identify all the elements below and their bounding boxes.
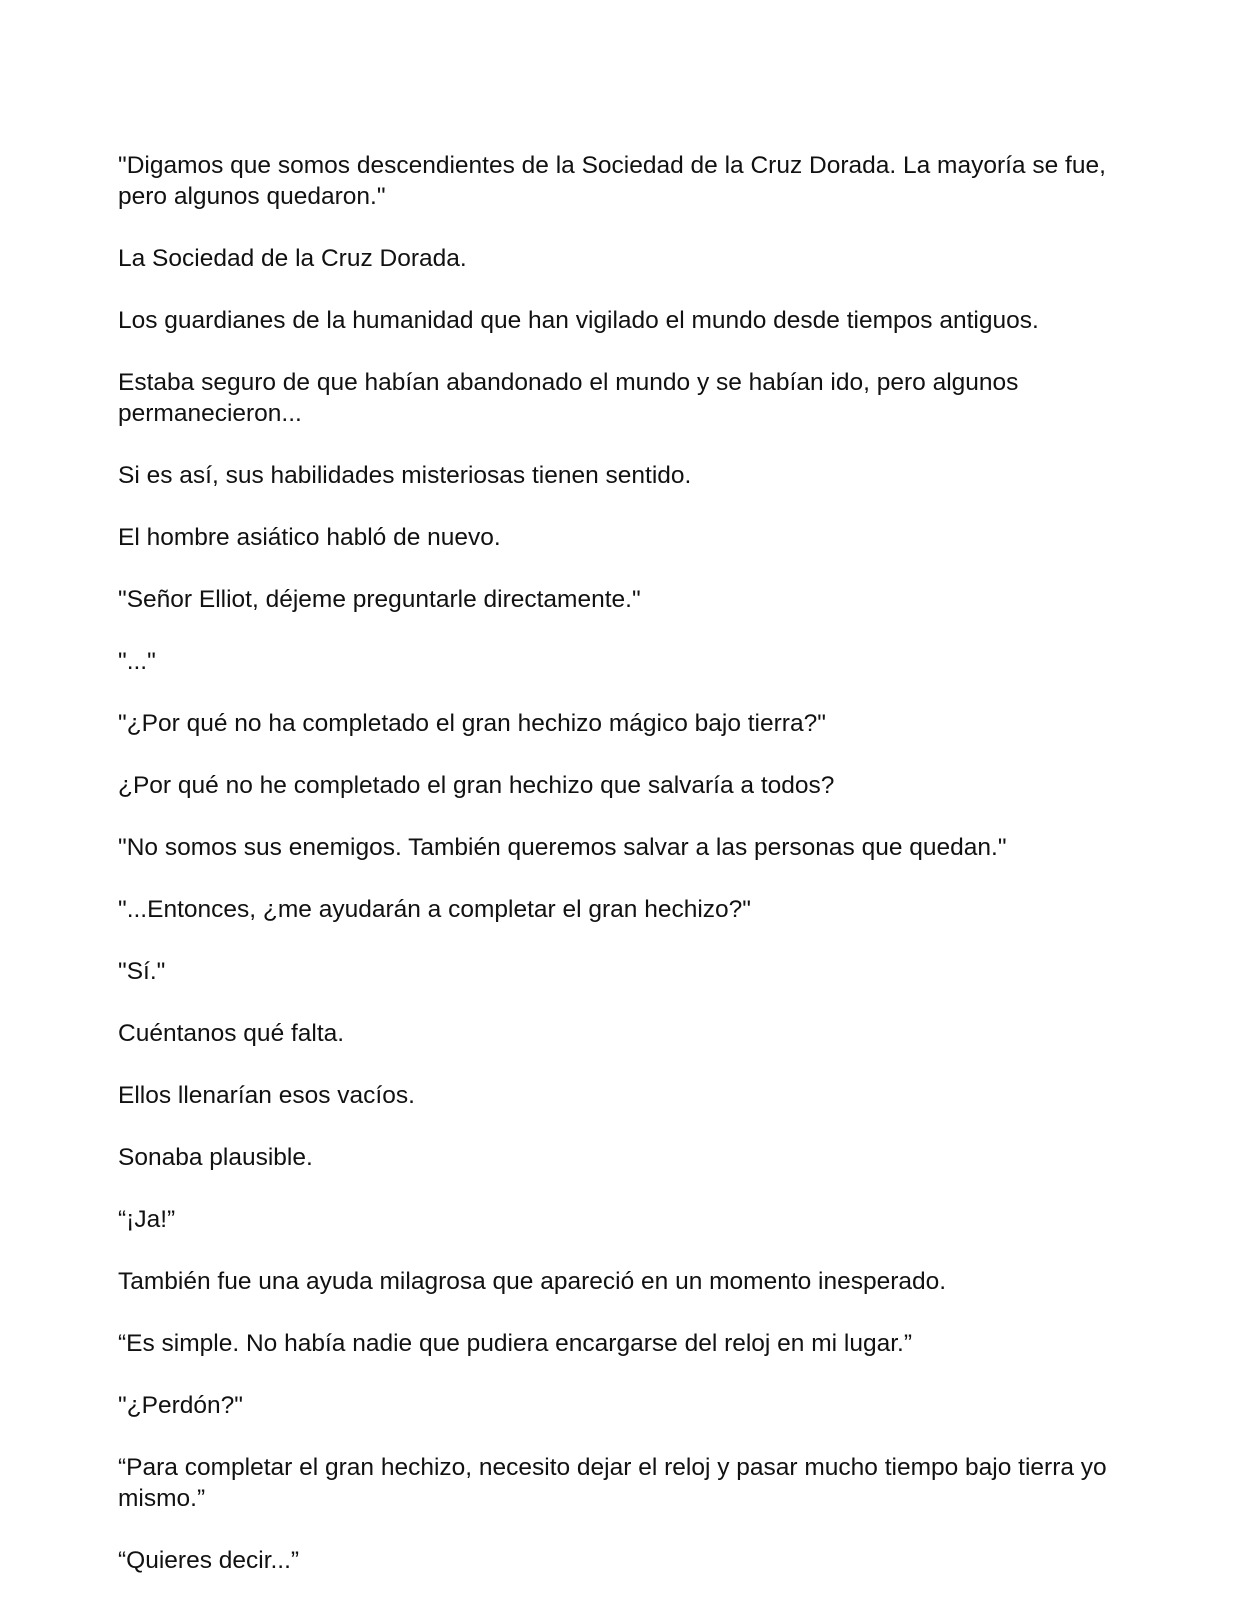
- paragraph: ¿Por qué no he completado el gran hechizo que salvaría a todos?: [118, 772, 835, 799]
- paragraph: Si es así, sus habilidades misteriosas tienen sentido.: [118, 462, 692, 489]
- paragraph: Estaba seguro de que habían abandonado el mundo y se habían ido, pero algunos permanecieron...: [118, 369, 1019, 427]
- paragraph: "Señor Elliot, déjeme preguntarle directamente.": [118, 586, 641, 613]
- paragraph: "Sí.": [118, 958, 166, 985]
- paragraph: "Digamos que somos descendientes de la Sociedad de la Cruz Dorada. La mayoría se fue, pero algunos quedaron.": [118, 152, 1106, 210]
- document-body: [118, 150, 1128, 1607]
- paragraph: También fue una ayuda milagrosa que apareció en un momento inesperado.: [118, 1268, 947, 1295]
- paragraph: El hombre asiático habló de nuevo.: [118, 524, 501, 551]
- paragraph: "...Entonces, ¿me ayudarán a completar el gran hechizo?": [118, 896, 751, 923]
- paragraph: “Quieres decir...”: [118, 1547, 300, 1574]
- paragraph: Ellos llenarían esos vacíos.: [118, 1082, 415, 1109]
- paragraph: La Sociedad de la Cruz Dorada.: [118, 245, 467, 272]
- paragraph: “¡Ja!”: [118, 1206, 176, 1233]
- paragraph: Cuéntanos qué falta.: [118, 1020, 345, 1047]
- paragraph: "¿Perdón?": [118, 1392, 243, 1419]
- paragraph: Los guardianes de la humanidad que han vigilado el mundo desde tiempos antiguos.: [118, 307, 1039, 334]
- paragraph: Sonaba plausible.: [118, 1144, 313, 1171]
- paragraph: “Es simple. No había nadie que pudiera encargarse del reloj en mi lugar.”: [118, 1330, 912, 1357]
- paragraph: "¿Por qué no ha completado el gran hechizo mágico bajo tierra?": [118, 710, 826, 737]
- paragraph: "No somos sus enemigos. También queremos salvar a las personas que quedan.": [118, 834, 1007, 861]
- paragraph: "...": [118, 648, 156, 675]
- paragraph: “Para completar el gran hechizo, necesito dejar el reloj y pasar mucho tiempo bajo tierra yo mismo.”: [118, 1454, 1107, 1512]
